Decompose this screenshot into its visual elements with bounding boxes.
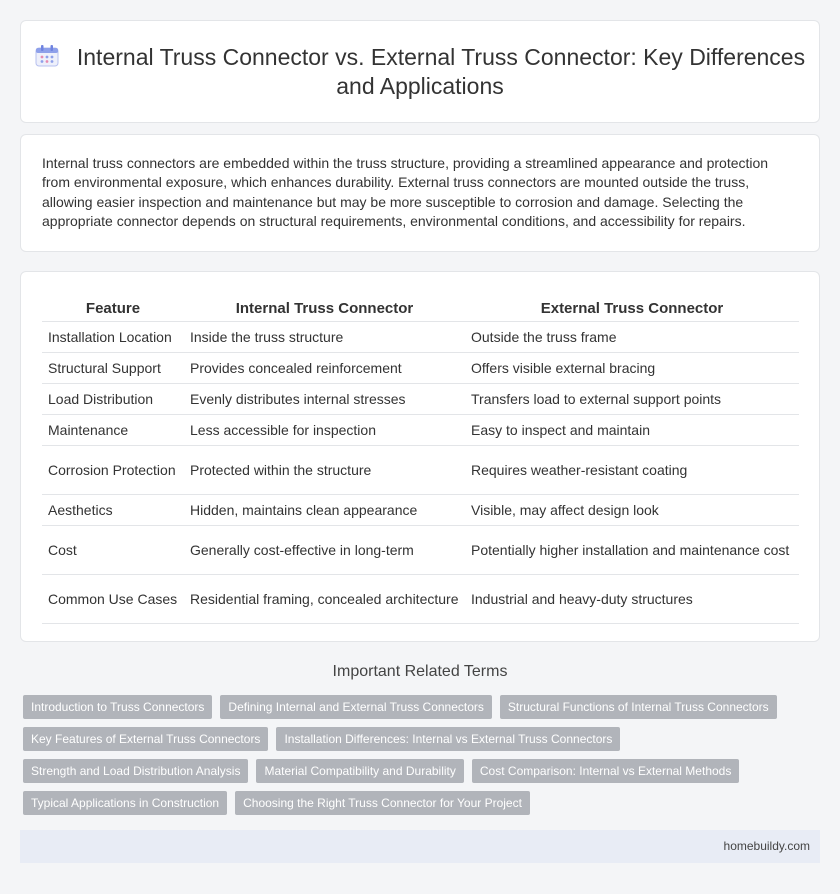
table-cell-external: Transfers load to external support points (465, 383, 799, 414)
table-cell-external: Industrial and heavy-duty structures (465, 574, 799, 623)
related-term-tag[interactable]: Defining Internal and External Truss Connectors (220, 695, 491, 719)
header-card (20, 20, 820, 123)
related-terms-list (23, 695, 813, 815)
table-cell-feature: Structural Support (42, 352, 184, 383)
comparison-card (20, 271, 820, 642)
table-cell-internal: Hidden, maintains clean appearance (184, 494, 465, 525)
table-row (42, 445, 799, 494)
related-term-tag[interactable]: Structural Functions of Internal Truss Connectors (500, 695, 777, 719)
table-header-row (42, 296, 799, 321)
related-term-tag[interactable]: Choosing the Right Truss Connector for Your Project (235, 791, 530, 815)
table-cell-external: Potentially higher installation and maintenance cost (465, 525, 799, 574)
related-term-tag[interactable]: Typical Applications in Construction (23, 791, 227, 815)
table-row (42, 414, 799, 445)
footer-site-link[interactable]: homebuildy.com (723, 839, 810, 853)
table-cell-feature: Load Distribution (42, 383, 184, 414)
table-row (42, 383, 799, 414)
table-cell-internal: Protected within the structure (184, 445, 465, 494)
related-terms-title: Important Related Terms (332, 663, 508, 680)
related-term-tag[interactable]: Cost Comparison: Internal vs External Methods (472, 759, 739, 783)
related-term-tag[interactable]: Material Compatibility and Durability (256, 759, 463, 783)
table-cell-feature: Common Use Cases (42, 574, 184, 623)
related-term-tag[interactable]: Key Features of External Truss Connectors (23, 727, 268, 751)
table-cell-feature: Maintenance (42, 414, 184, 445)
table-cell-internal: Inside the truss structure (184, 321, 465, 352)
table-cell-internal: Generally cost-effective in long-term (184, 525, 465, 574)
table-cell-feature: Installation Location (42, 321, 184, 352)
intro-card (20, 134, 820, 252)
intro-paragraph: Internal truss connectors are embedded within the truss structure, providing a streamlined appearance and protection from environmental exposure, which enhances durability. External truss connectors are mounted outside the truss, allowing easier inspection and maintenance but may be more susceptible to corrosion and damage. Selecting the appropriate connector depends on structural requirements, environmental conditions, and accessibility for repairs. (42, 155, 769, 229)
table-cell-feature: Aesthetics (42, 494, 184, 525)
table-cell-internal: Evenly distributes internal stresses (184, 383, 465, 414)
table-cell-internal: Less accessible for inspection (184, 414, 465, 445)
table-cell-external: Visible, may affect design look (465, 494, 799, 525)
table-cell-external: Easy to inspect and maintain (465, 414, 799, 445)
table-cell-external: Offers visible external bracing (465, 352, 799, 383)
table-cell-internal: Provides concealed reinforcement (184, 352, 465, 383)
comparison-table (42, 296, 799, 624)
table-cell-feature: Cost (42, 525, 184, 574)
calendar-icon (35, 45, 59, 67)
related-term-tag[interactable]: Introduction to Truss Connectors (23, 695, 212, 719)
related-term-tag[interactable]: Strength and Load Distribution Analysis (23, 759, 248, 783)
page-title (21, 43, 819, 101)
header-feature: Feature (42, 296, 184, 321)
table-row (42, 352, 799, 383)
table-cell-internal: Residential framing, concealed architecture (184, 574, 465, 623)
header-internal: Internal Truss Connector (184, 296, 465, 321)
table-cell-external: Outside the truss frame (465, 321, 799, 352)
footer (20, 830, 820, 863)
table-row (42, 321, 799, 352)
table-row (42, 494, 799, 525)
header-external: External Truss Connector (465, 296, 799, 321)
table-cell-external: Requires weather-resistant coating (465, 445, 799, 494)
related-term-tag[interactable]: Installation Differences: Internal vs External Truss Connectors (276, 727, 620, 751)
table-row (42, 525, 799, 574)
page-title-text: Internal Truss Connector vs. External Truss Connector: Key Differences and Applications (76, 44, 806, 99)
table-row (42, 574, 799, 623)
table-cell-feature: Corrosion Protection (42, 445, 184, 494)
